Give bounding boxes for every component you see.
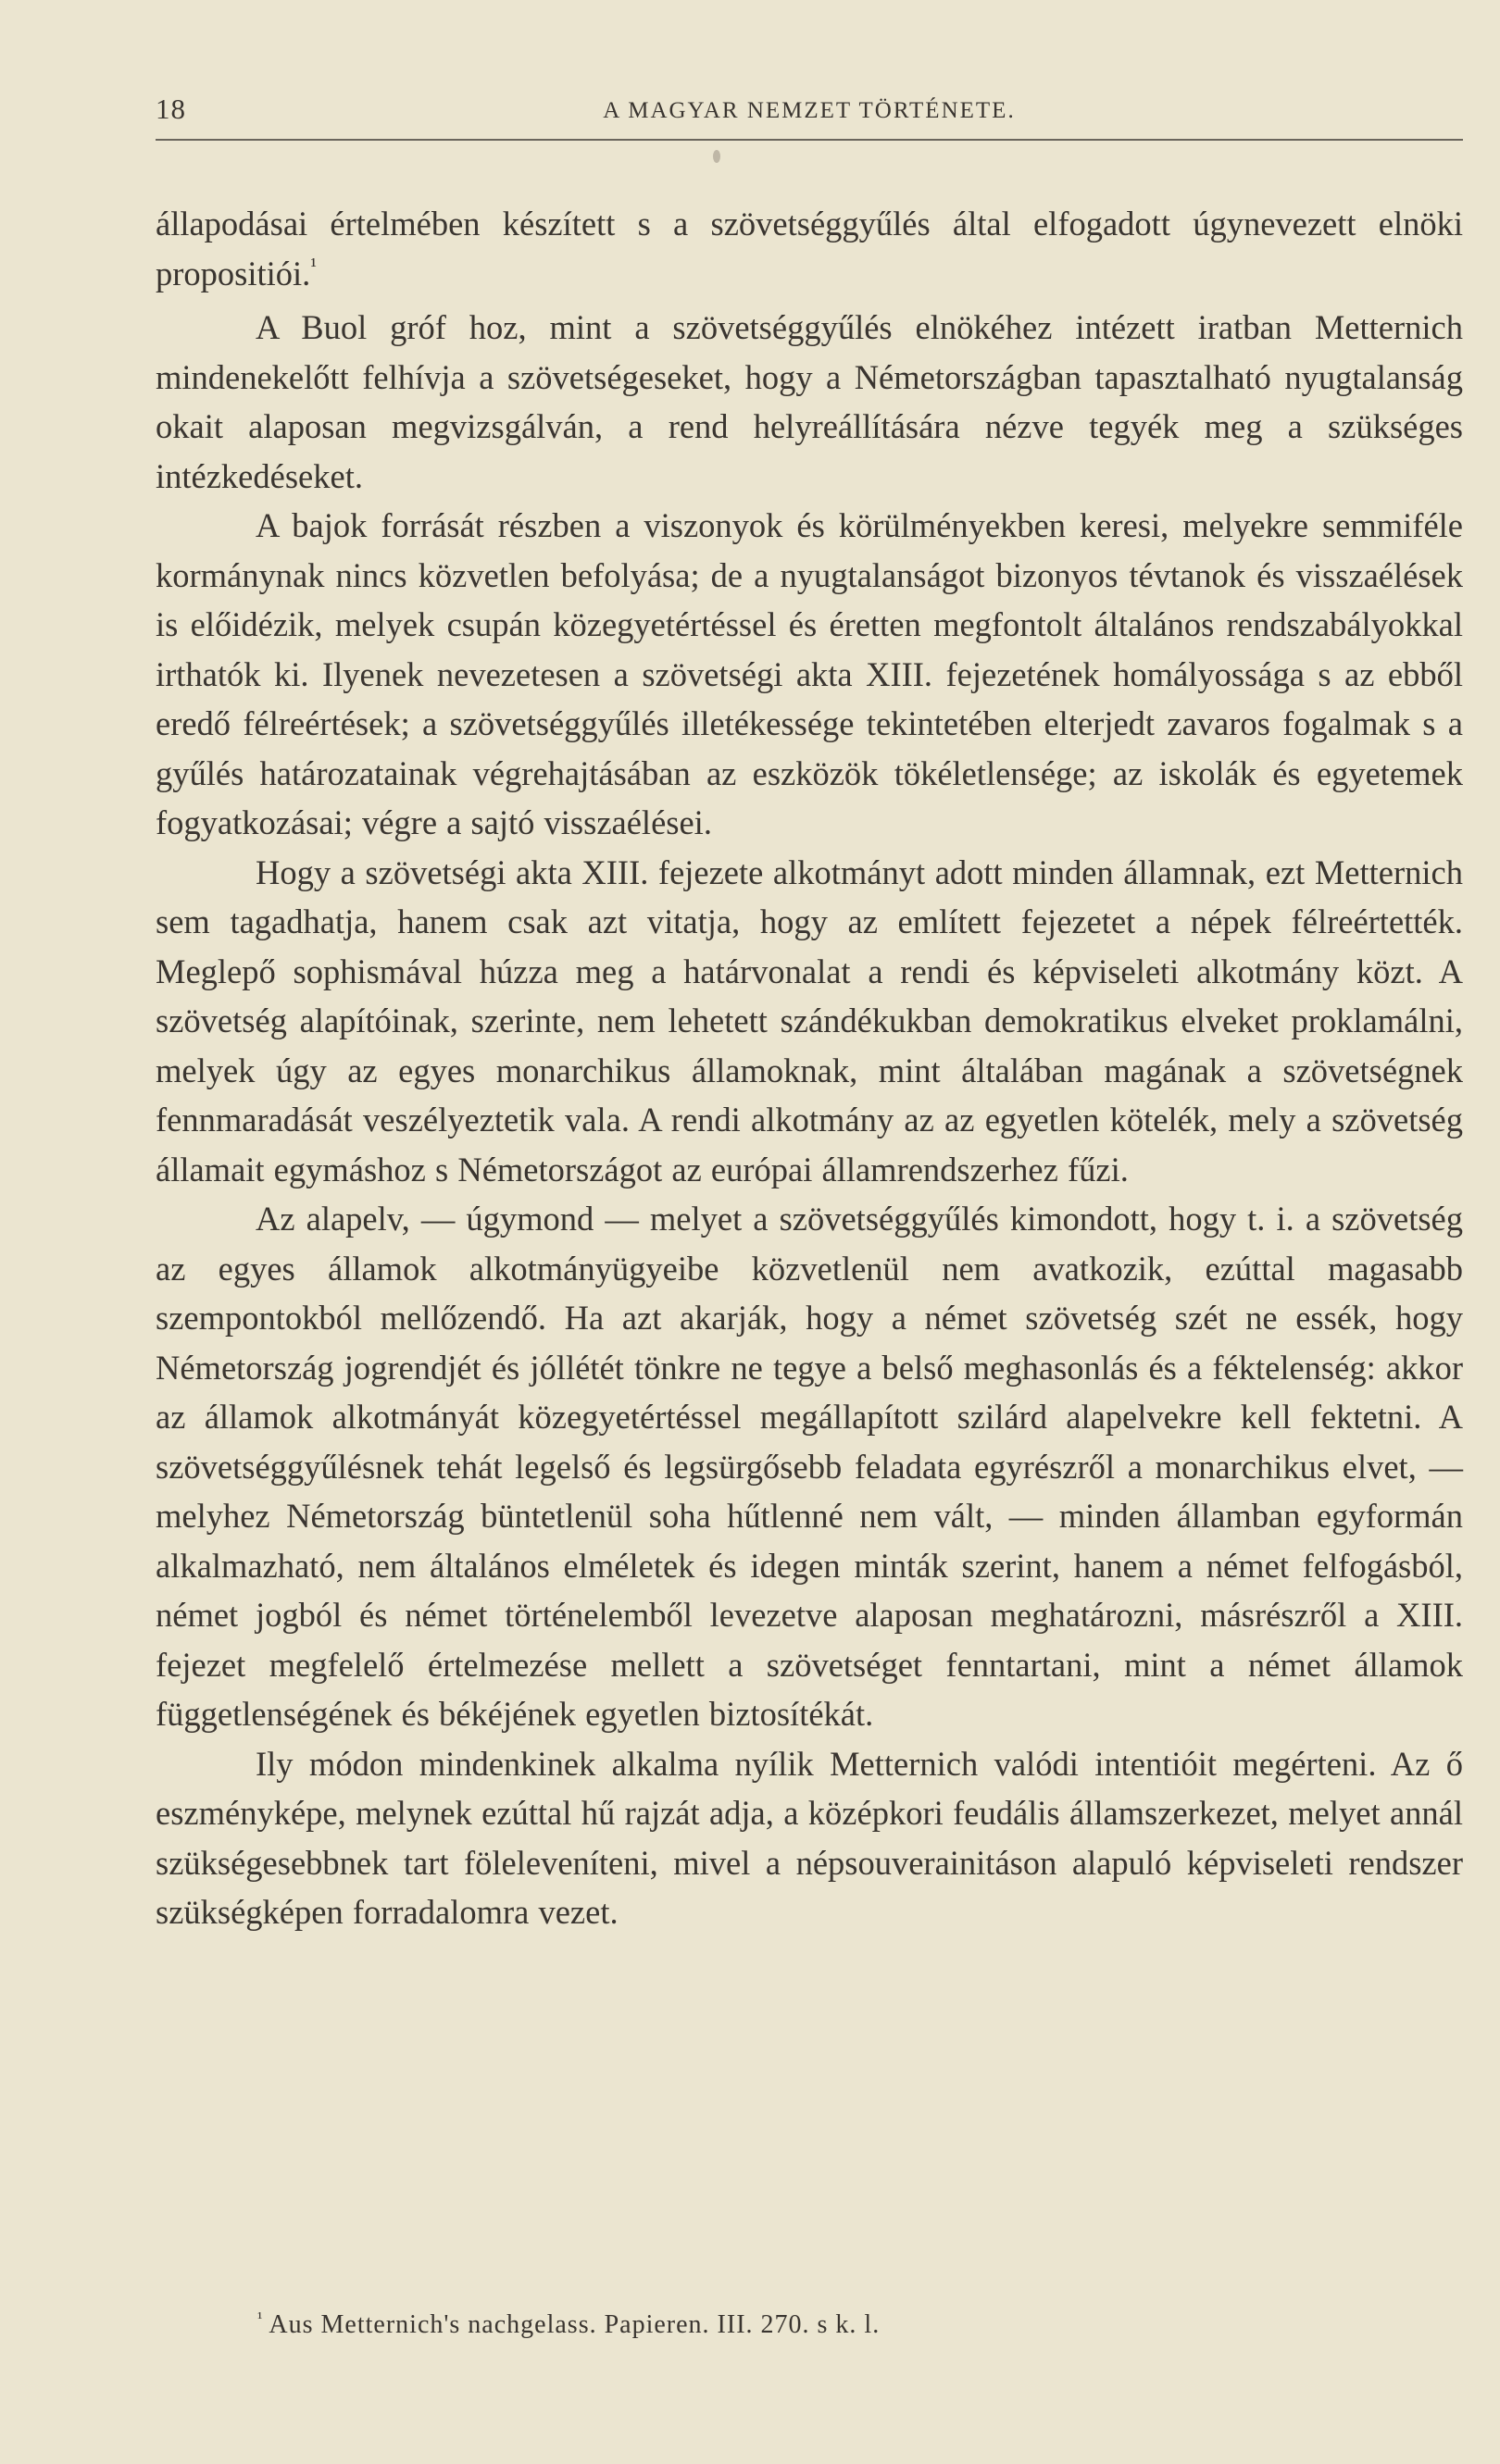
footnote: [257, 2310, 1461, 2340]
running-title: A MAGYAR NEMZET TÖRTÉNETE.: [603, 98, 1016, 123]
paragraph-text: állapodásai értelmében készített s a szövetséggyűlés által elfogadott úgynevezett elnöki propositiói.: [156, 205, 1463, 292]
paragraph: Hogy a szövetségi akta XIII. fejezete alkotmányt adott minden államnak, ezt Metternich sem tagadhatja, hanem csak azt vitatja, hogy az említett fejezetet a népek félreértették. Meglepő sophismával húzza meg a határvonalat a rendi és képviseleti alkotmány közt. A szövetség alapítóinak, szerinte, nem lehetett szándékukban demokratikus elveket proklamálni, melyek úgy az egyes monarchikus államoknak, mint általában magának a szövetségnek fennmaradását veszélyeztetik vala. A rendi alkotmány az az egyetlen kötelék, mely a szövetség államait egymáshoz s Németországot az európai államrendszerhez fűzi.: [156, 852, 1463, 1188]
footnote-marker: ¹: [257, 2308, 264, 2327]
paragraph: Ily módon mindenkinek alkalma nyílik Metternich valódi intentióit megérteni. Az ő eszményképe, melynek ezúttal hű rajzát adja, a középkori feudális államszerkezet, melyet annál szükségesebbnek tart föleleveníteni, mivel a népsouverainitáson alapuló képviseleti rendszer szükségképen forradalomra vezet.: [156, 1744, 1463, 1931]
page-number: 18: [156, 93, 186, 125]
paragraph: Az alapelv, — úgymond — melyet a szövetséggyűlés kimondott, hogy t. i. a szövetség az egyes államok alkotmányügyeibe közvetlenül nem avatkozik, ezúttal magasabb szempontokból mellőzendő. Ha azt akarják, hogy a német szövetség szét ne essék, hogy Németország jogrendjét és jóllétét tönkre ne tegye a belső meghasonlás és a féktelenség: akkor az államok alkotmányát közegyetértéssel megállapított szilárd alapelvekre kell fektetni. A szövetséggyűlésnek tehát legelső és legsürgősebb feladata egyrészről a monarchikus elvet, — melyhez Németország büntetlenül soha hűtlenné nem vált, — minden államban egyformán alkalmazható, nem általános elméletek és idegen minták szerint, hanem a német felfogásból, német jogból és német történelemből levezetve alaposan meghatározni, másrészről a XIII. fejezet megfelelő értelmezése mellett a szövetséget fenntartani, mint a német államok függetlenségének és békéjének egyetlen biztosítékát.: [156, 1200, 1463, 1733]
footnote-text: Aus Metternich's nachgelass. Papieren. III. 270. s k. l.: [269, 2310, 881, 2339]
paper-stain: [713, 150, 720, 163]
paragraph: A Buol gróf hoz, mint a szövetséggyűlés elnökéhez intézett iratban Metternich mindenekelőtt felhívja a szövetségeseket, hogy a Németországban tapasztalható nyugtalanság okait alaposan megvizsgálván, a rend helyreállítására nézve tegyék meg a szükséges intézkedéseket.: [156, 308, 1463, 495]
footnote-reference: ¹: [310, 253, 317, 277]
paragraph: A bajok forrását részben a viszonyok és körülményekben keresi, melyekre semmiféle kormánynak nincs közvetlen befolyása; de a nyugtalanságot bizonyos tévtanok és visszaélések is előidézik, melyek csupán közegyetértéssel és éretten megfontolt általános rendszabályokkal irthatók ki. Ilyenek nevezetesen a szövetségi akta XIII. fejezetének homályossága s az ebből eredő félreértések; a szövetséggyűlés illetékessége tekintetében elterjedt zavaros fogalmak s a gyűlés határozatainak végrehajtásában az eszközök tökéletlensége; az iskolák és egyetemek fogyatkozásai; végre a sajtó visszaélései.: [156, 506, 1463, 841]
paragraph: [156, 199, 1463, 303]
body-text: [156, 199, 1463, 1937]
page-header: [156, 93, 1463, 141]
